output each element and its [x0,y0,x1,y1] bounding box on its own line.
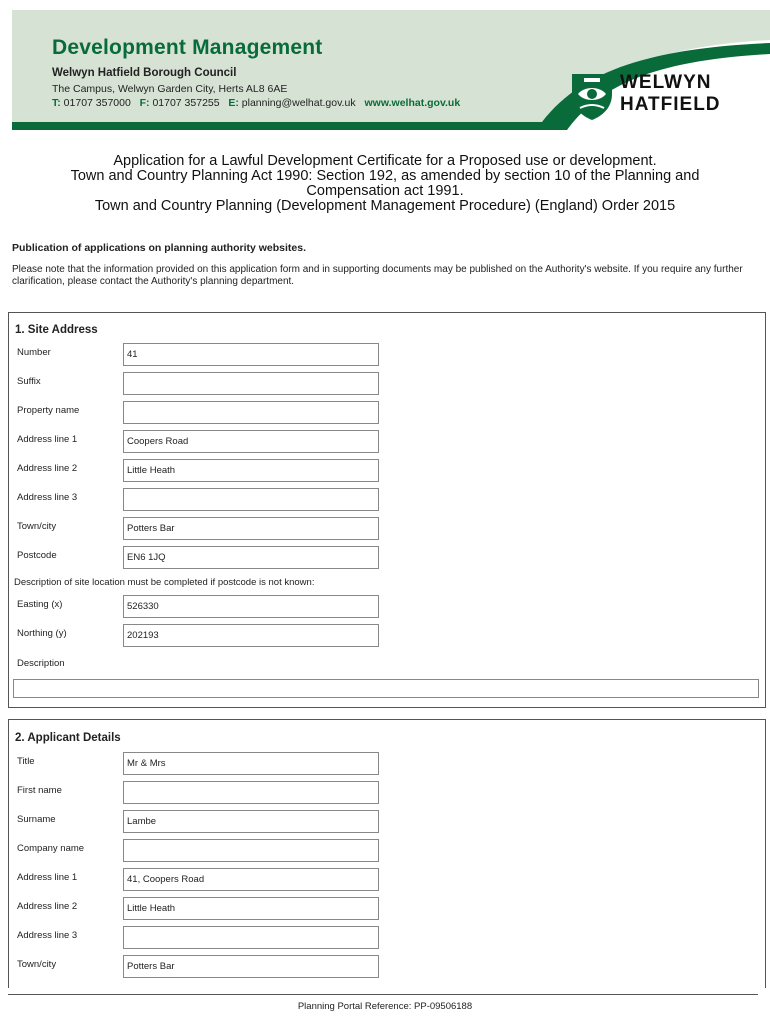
field-label: Address line 2 [17,463,78,474]
field-label: Company name [17,843,85,854]
fax-label: F: [139,97,150,109]
email-label: E: [228,97,239,109]
publication-text: Please note that the information provided on this application form and in supporting documents may be published on the Authority's website. If you require any further clarification, please contact the Authority's planning department. [12,264,743,287]
tel-number: 01707 357000 [63,97,131,109]
northing-field[interactable]: 202193 [123,624,379,647]
location-note: Description of site location must be completed if postcode is not known: [14,577,315,588]
description-field[interactable] [13,679,759,698]
contact-line [52,97,460,109]
company-name-field[interactable] [123,839,379,862]
document-title [30,154,740,214]
logo-word-hatfield: HATFIELD [620,94,721,115]
website-link[interactable]: www.welhat.gov.uk [364,97,461,109]
applicant-address-line-2-field[interactable]: Little Heath [123,897,379,920]
field-label: Address line 2 [17,901,78,912]
address-line-1-field[interactable]: Coopers Road [123,430,379,453]
title-line: Compensation act 1991. [306,183,464,199]
site-address-section [8,312,766,708]
header-title: Development Management [52,36,323,59]
section-title: 1. Site Address [15,324,98,336]
field-label: Surname [17,814,56,825]
field-label: Title [17,756,35,767]
address-line-2-field[interactable]: Little Heath [123,459,379,482]
field-label: Description [17,658,65,669]
first-name-field[interactable] [123,781,379,804]
number-field[interactable]: 41 [123,343,379,366]
title-line: Application for a Lawful Development Certificate for a Proposed use or development. [113,153,657,169]
address-line-3-field[interactable] [123,488,379,511]
title-line: Town and Country Planning Act 1990: Section 192, as amended by section 10 of the Planning and [70,168,700,184]
applicant-title-field[interactable]: Mr & Mrs [123,752,379,775]
applicant-address-line-1-field[interactable]: 41, Coopers Road [123,868,379,891]
field-label: Northing (y) [17,628,67,639]
section-title: 2. Applicant Details [15,732,121,744]
field-label: Town/city [17,959,57,970]
header-banner [12,10,770,130]
council-name: Welwyn Hatfield Borough Council [52,67,237,79]
email-address[interactable]: planning@welhat.gov.uk [241,97,356,109]
field-label: Suffix [17,376,41,387]
crest-icon [570,72,614,122]
fax-number: 01707 357255 [152,97,220,109]
postcode-field[interactable]: EN6 1JQ [123,546,379,569]
portal-reference: Planning Portal Reference: PP-09506188 [297,1001,473,1012]
suffix-field[interactable] [123,372,379,395]
logo-word-welwyn: WELWYN [620,72,712,93]
field-label: Address line 1 [17,434,78,445]
field-label: Address line 3 [17,492,78,503]
field-label: Town/city [17,521,57,532]
surname-field[interactable]: Lambe [123,810,379,833]
applicant-town-city-field[interactable]: Potters Bar [123,955,379,978]
tel-label: T: [52,97,61,109]
applicant-address-line-3-field[interactable] [123,926,379,949]
field-label: Easting (x) [17,599,63,610]
publication-heading: Publication of applications on planning authority websites. [12,242,307,254]
welwyn-hatfield-logo [568,70,768,132]
field-label: First name [17,785,62,796]
easting-field[interactable]: 526330 [123,595,379,618]
title-line: Town and Country Planning (Development Management Procedure) (England) Order 2015 [94,198,676,214]
council-address: The Campus, Welwyn Garden City, Herts AL8 6AE [52,83,288,95]
field-label: Address line 1 [17,872,78,883]
town-city-field[interactable]: Potters Bar [123,517,379,540]
property-name-field[interactable] [123,401,379,424]
field-label: Postcode [17,550,57,561]
field-label: Property name [17,405,80,416]
footer-divider [8,994,758,995]
field-label: Number [17,347,51,358]
applicant-details-section [8,719,766,988]
field-label: Address line 3 [17,930,78,941]
